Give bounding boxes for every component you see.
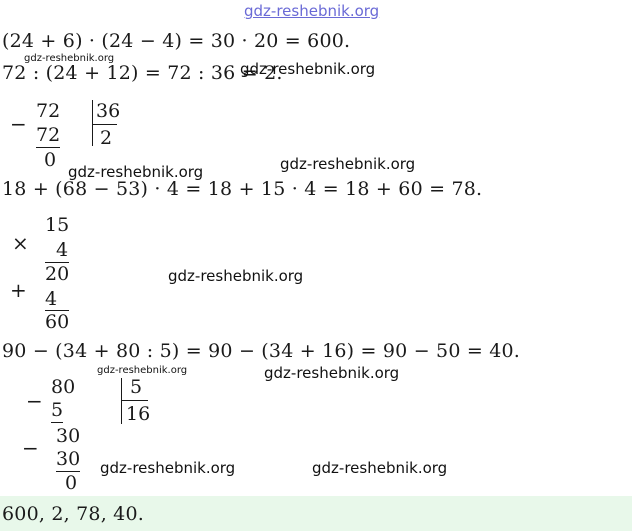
- watermark: gdz-reshebnik.org: [68, 163, 204, 181]
- carry-value: 4: [45, 288, 58, 310]
- equation-line-1: (24 + 6) · (24 − 4) = 30 · 20 = 600.: [2, 30, 351, 52]
- remainder: 0: [65, 472, 78, 494]
- dividend: 80: [51, 376, 76, 398]
- watermark: gdz-reshebnik.org: [24, 53, 115, 64]
- answer-text: 600, 2, 78, 40.: [2, 503, 144, 525]
- watermark: gdz-reshebnik.org: [240, 60, 376, 78]
- factor-b: 4: [56, 239, 69, 261]
- division-bar-vertical: [121, 378, 122, 424]
- watermark: gdz-reshebnik.org: [168, 267, 304, 285]
- partial-product: 20: [45, 263, 70, 285]
- plus-sign: +: [10, 278, 27, 302]
- product-result: 60: [45, 311, 70, 333]
- division-bar-horizontal: [93, 124, 117, 125]
- minus-sign: −: [26, 389, 43, 413]
- watermark: gdz-reshebnik.org: [312, 459, 448, 477]
- equation-line-4: 90 − (34 + 80 : 5) = 90 − (34 + 16) = 90 − 50 = 40.: [2, 340, 521, 362]
- watermark: gdz-reshebnik.org: [100, 459, 236, 477]
- divisor: 36: [96, 100, 121, 122]
- division-bar-vertical: [92, 100, 93, 146]
- dividend: 72: [36, 100, 61, 122]
- minus-sign: −: [10, 112, 27, 136]
- multiply-sign: ×: [12, 231, 29, 255]
- division-bar-horizontal: [122, 400, 148, 401]
- partial-dividend: 30: [56, 425, 81, 447]
- minus-sign: −: [22, 436, 39, 460]
- subtrahend-2: 30: [56, 448, 81, 470]
- quotient: 16: [126, 403, 151, 425]
- watermark: gdz-reshebnik.org: [97, 365, 188, 376]
- factor-a: 15: [45, 214, 70, 236]
- watermark: gdz-reshebnik.org: [280, 155, 416, 173]
- answer-bar: [0, 496, 632, 531]
- watermark: gdz-reshebnik.org: [264, 364, 400, 382]
- divisor: 5: [130, 376, 143, 398]
- equation-line-3: 18 + (68 − 53) · 4 = 18 + 15 · 4 = 18 + 60 = 78.: [2, 178, 483, 200]
- quotient: 2: [100, 127, 113, 149]
- watermark-top[interactable]: gdz-reshebnik.org: [244, 2, 380, 20]
- remainder: 0: [44, 149, 57, 171]
- subtrahend: 72: [36, 124, 61, 146]
- equation-line-2: 72 : (24 + 12) = 72 : 36 = 2.: [2, 62, 283, 84]
- subtrahend-1: 5: [51, 399, 64, 421]
